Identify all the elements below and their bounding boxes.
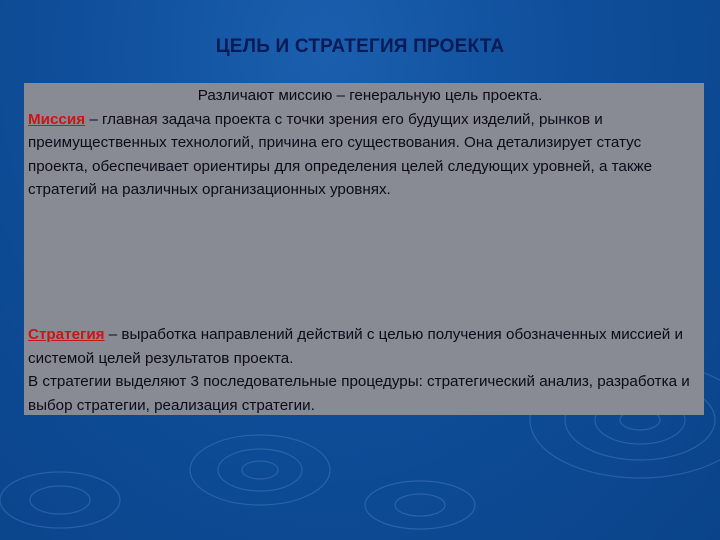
- mission-term: Миссия: [28, 110, 86, 128]
- mission-paragraph: [28, 84, 704, 202]
- strategy-paragraph: [28, 323, 704, 417]
- strategy-procedures: В стратегии выделяют 3 последовательные процедуры: стратегический анализ, разработка и выбор стратегии, реализация стратегии.: [28, 373, 690, 414]
- mission-intro: Различают миссию – генеральную цель проекта.: [197, 87, 543, 104]
- strategy-term: Стратегия: [28, 326, 105, 343]
- mission-definition: – главная задача проекта с точки зрения его будущих изделий, рынков и преимущественных технологий, причина его существования. Она детализирует статус проекта, обеспечивает ориентиры для определения целей следующих уровней, а также стратегий на различных организационных уровнях.: [28, 110, 653, 198]
- slide-title: ЦЕЛЬ И СТРАТЕГИЯ ПРОЕКТА: [215, 36, 505, 57]
- strategy-definition: – выработка направлений действий с целью получения обозначенных миссией и системой целей результатов проекта.: [28, 326, 683, 367]
